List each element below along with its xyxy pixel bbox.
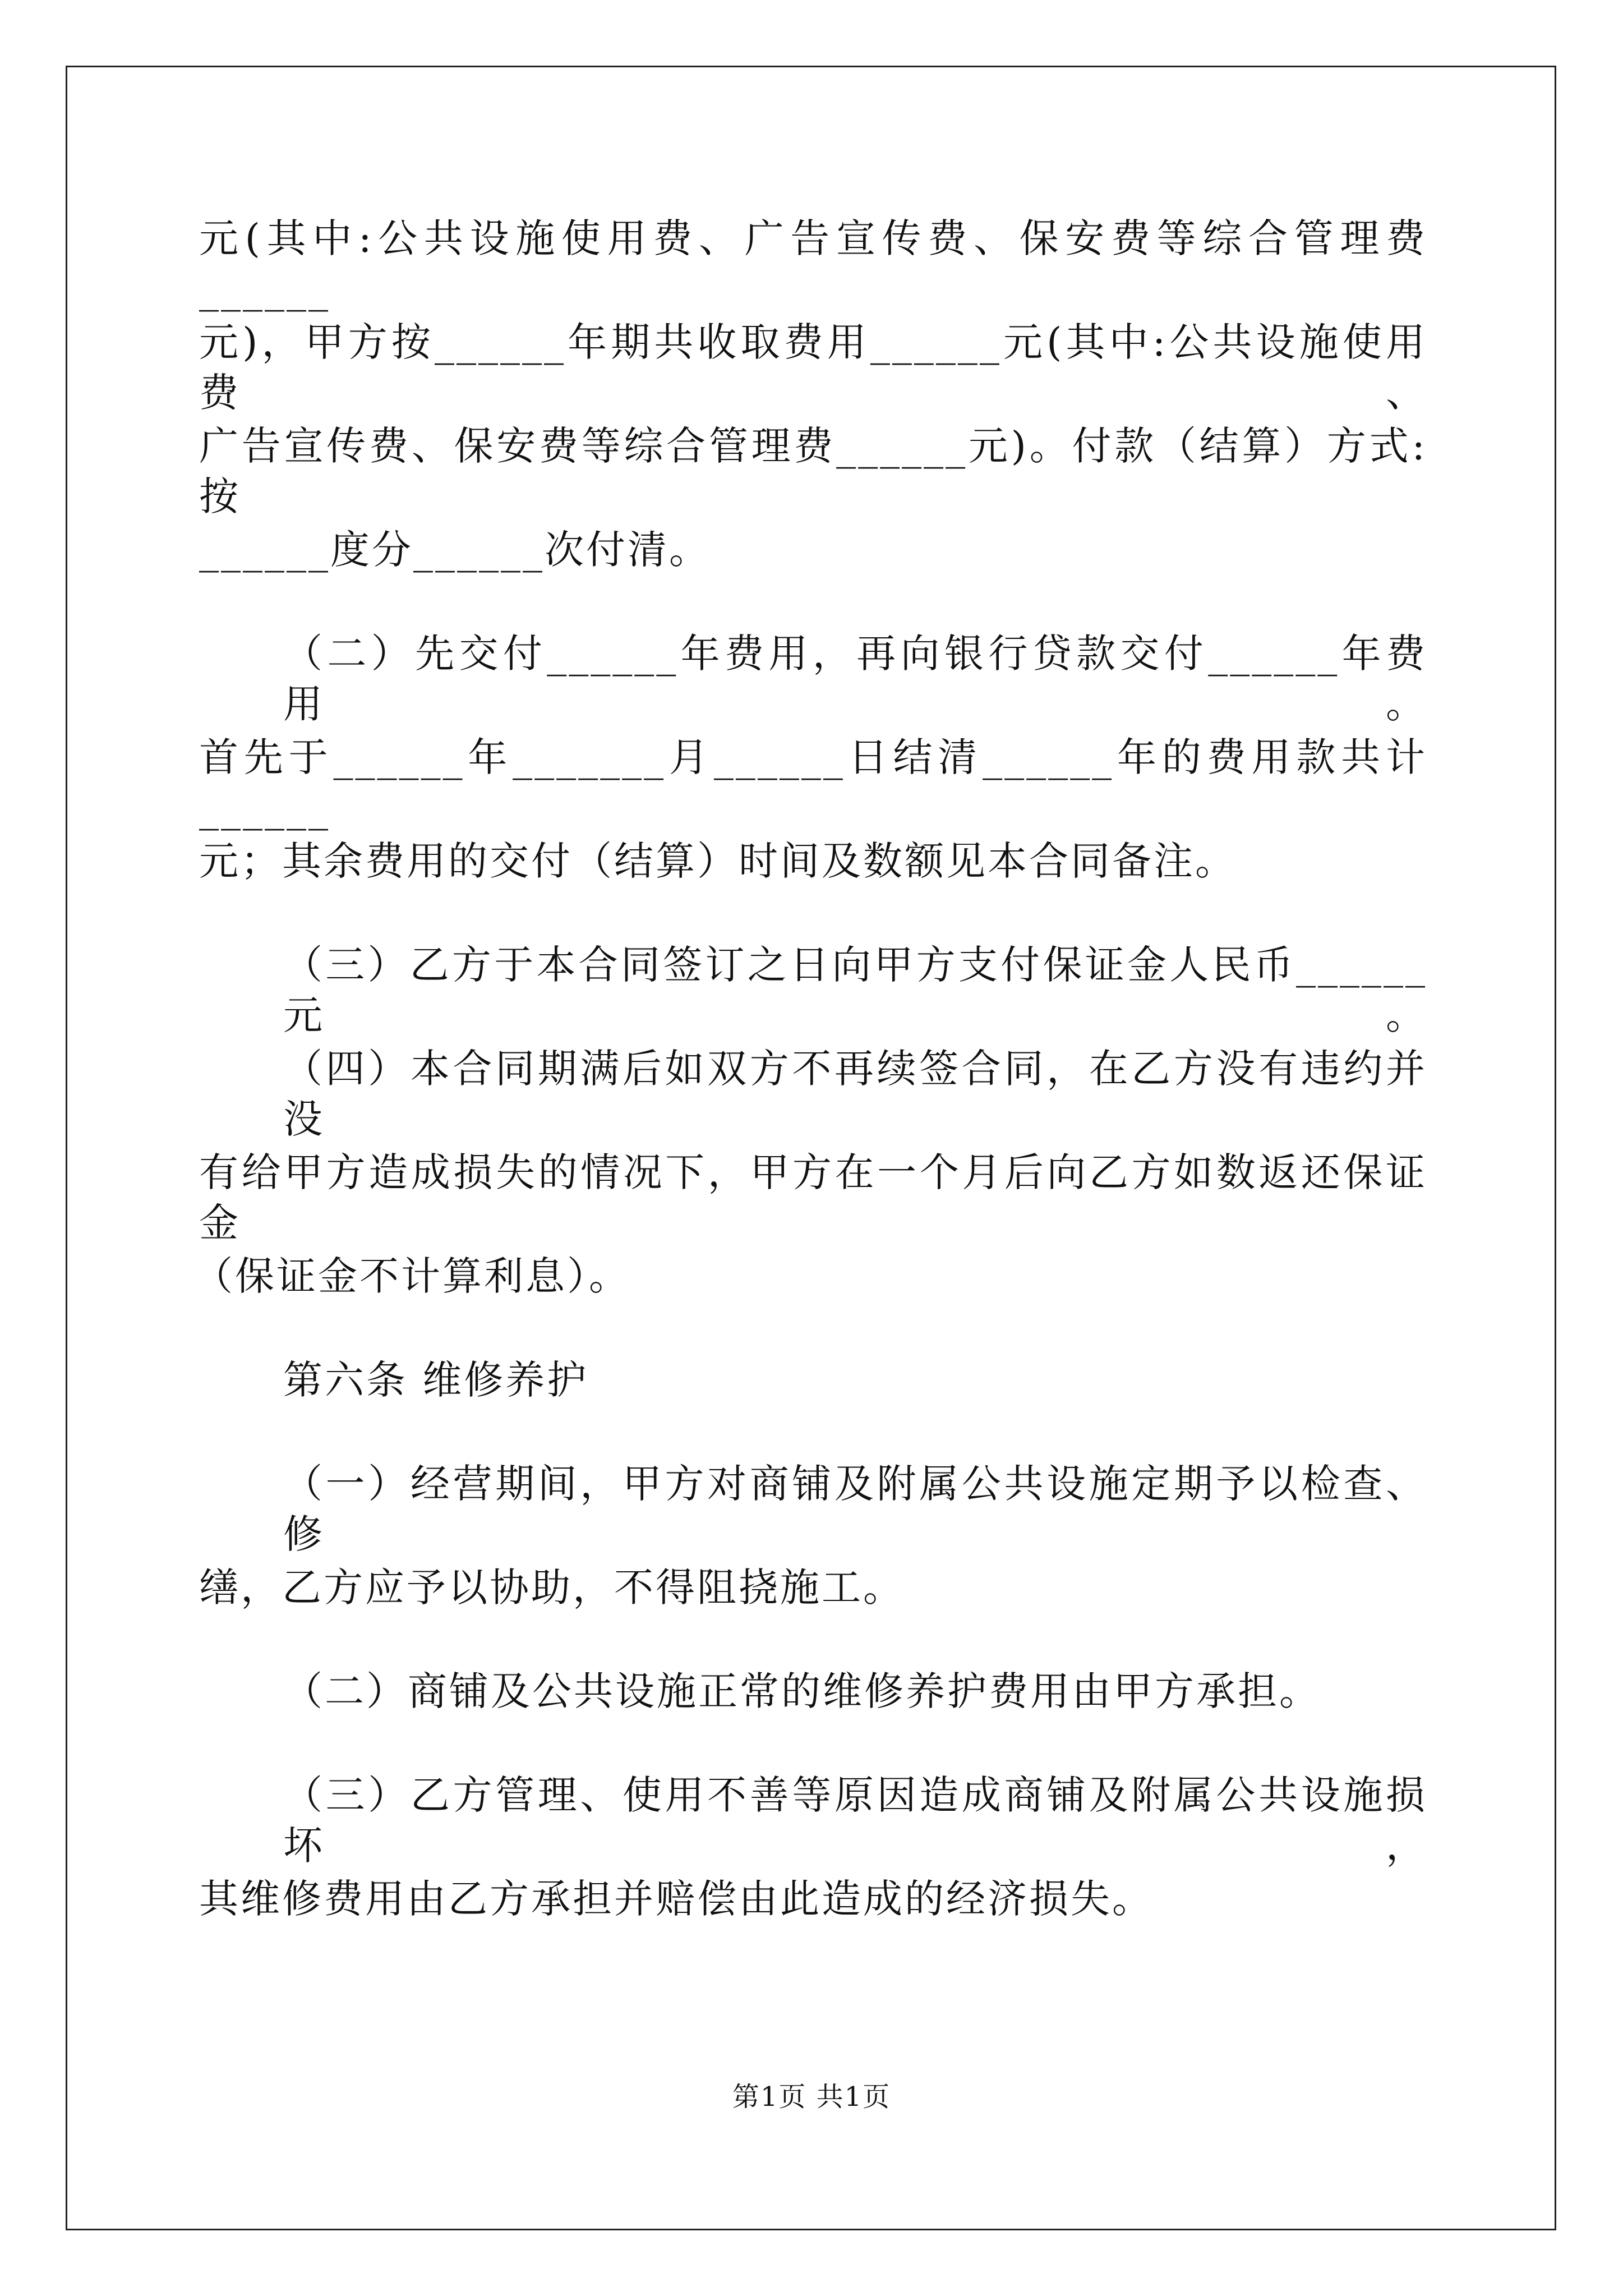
text-line: 其维修费用由乙方承担并赔偿由此造成的经济损失。: [199, 1876, 1154, 1922]
text-line: 缮，乙方应予以协助，不得阻挠施工。: [199, 1565, 905, 1611]
text-line: 有给甲方造成损失的情况下，甲方在一个月后向乙方如数返还保证金: [199, 1149, 1427, 1246]
section-heading: 第六条 维修养护: [283, 1357, 589, 1403]
text-line: （二）先交付______年费用，再向银行贷款交付______年费用。: [283, 631, 1427, 727]
text-line: 元(其中:公共设施使用费、广告宣传费、保安费等综合管理费______: [199, 215, 1427, 312]
text-line: （一）经营期间，甲方对商铺及附属公共设施定期予以检查、修: [283, 1461, 1427, 1557]
text-line: 首先于______年_______月______日结清______年的费用款共计______: [199, 734, 1427, 831]
text-line: （二）商铺及公共设施正常的维修养护费用由甲方承担。: [283, 1668, 1321, 1714]
text-line: （三）乙方于本合同签订之日向甲方支付保证金人民币______元。: [283, 942, 1427, 1038]
text-line: （四）本合同期满后如双方不再续签合同，在乙方没有违约并没: [283, 1046, 1427, 1142]
page-number-footer: 第1页 共1页: [732, 2081, 891, 2113]
text-line: 元；其余费用的交付（结算）时间及数额见本合同备注。: [199, 838, 1237, 884]
text-line: ______度分______次付清。: [199, 527, 711, 573]
text-line: （三）乙方管理、使用不善等原因造成商铺及附属公共设施损坏，: [283, 1772, 1427, 1869]
text-line: （保证金不计算利息）。: [193, 1253, 630, 1299]
text-line: 广告宣传费、保安费等综合管理费______元)。付款（结算）方式:按: [199, 423, 1427, 519]
text-line: 元)，甲方按______年期共收取费用______元(其中:公共设施使用费、: [199, 319, 1427, 416]
